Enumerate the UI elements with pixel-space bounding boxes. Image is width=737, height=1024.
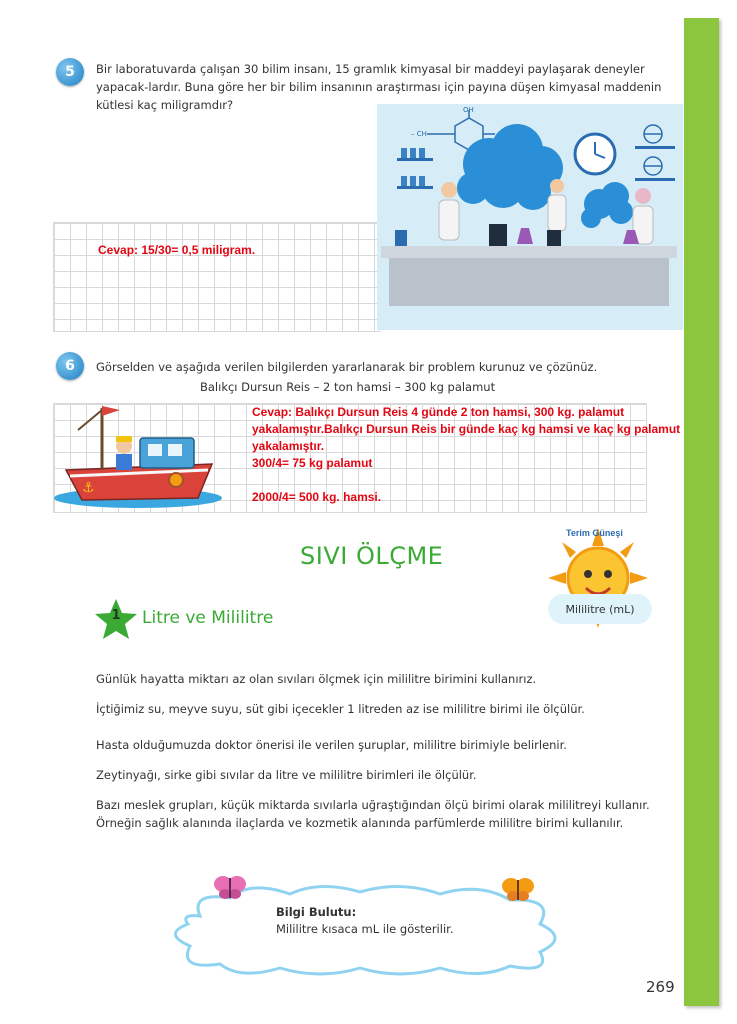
section-title: SIVI ÖLÇME: [300, 542, 444, 570]
question-6-answer: [252, 404, 704, 506]
paragraph-5: Bazı meslek grupları, küçük miktarda sıvılarla uğraştığından ölçü birimi olarak mililitreyi kullanır. Örneğin sağlık alanında ilaçlarda ve kozmetik alanında parfümlerde mililitre birimi kullanılır.: [96, 798, 650, 830]
question-6-answer-line-1: Cevap: Balıkçı Dursun Reis 4 günde 2 ton hamsi, 300 kg. palamut yakalamıştır.Balıkçı Dursun Reis bir günde kaç kg hamsi ve kaç kg palamut yakalamıştır.: [252, 405, 681, 453]
term-sun-term: Mililitre (mL): [548, 594, 652, 624]
fishing-boat-illustration: [48, 400, 224, 512]
question-5-text: Bir laboratuvarda çalışan 30 bilim insanı, 15 gramlık kimyasal bir maddeyi paylaşarak deneyler yapacak-lardır. Buna göre her bir bilim insanının araştırması için payına düşen kimyasal maddenin kütlesi kaç miligramdır?: [96, 62, 662, 112]
svg-text:⚓: ⚓: [82, 480, 95, 496]
orange-butterfly-icon: [500, 874, 536, 902]
page-number: 269: [646, 978, 675, 996]
term-sun-label: Terim Güneşi: [566, 528, 623, 538]
question-6-info: Balıkçı Dursun Reis – 2 ton hamsi – 300 kg palamut: [200, 380, 496, 394]
question-5-badge: 5: [56, 58, 84, 86]
subsection-number: 1: [111, 608, 121, 623]
info-cloud-text: Mililitre kısaca mL ile gösterilir.: [276, 922, 454, 936]
page-side-bar: [684, 18, 719, 1006]
question-6-badge: 6: [56, 352, 84, 380]
info-cloud-title: Bilgi Bulutu:: [276, 905, 357, 919]
question-5-answer: Cevap: 15/30= 0,5 miligram.: [98, 243, 256, 257]
paragraph-4: Zeytinyağı, sirke gibi sıvılar da litre ve mililitre birimleri ile ölçülür.: [96, 768, 477, 782]
subsection-title: Litre ve Mililitre: [142, 608, 274, 628]
question-6-text: Görselden ve aşağıda verilen bilgilerden yararlanarak bir problem kurunuz ve çözünüz.: [96, 360, 598, 374]
paragraph-2: İçtiğimiz su, meyve suyu, süt gibi içecekler 1 litreden az ise mililitre birimi ile ölçülür.: [96, 702, 585, 716]
paragraph-3: Hasta olduğumuzda doktor önerisi ile verilen şuruplar, mililitre birimiyle belirlenir.: [96, 738, 567, 752]
question-6-answer-line-3: 2000/4= 500 kg. hamsi.: [252, 490, 382, 504]
pink-butterfly-icon: [212, 872, 248, 900]
svg-text:OH: OH: [463, 106, 474, 114]
question-6-answer-line-2: 300/4= 75 kg palamut: [252, 456, 373, 470]
laboratory-illustration: [377, 104, 683, 330]
answer-grid-5: [53, 222, 380, 332]
svg-text:– CH: – CH: [411, 130, 427, 138]
paragraph-1: Günlük hayatta miktarı az olan sıvıları ölçmek için mililitre birimini kullanırız.: [96, 672, 537, 686]
